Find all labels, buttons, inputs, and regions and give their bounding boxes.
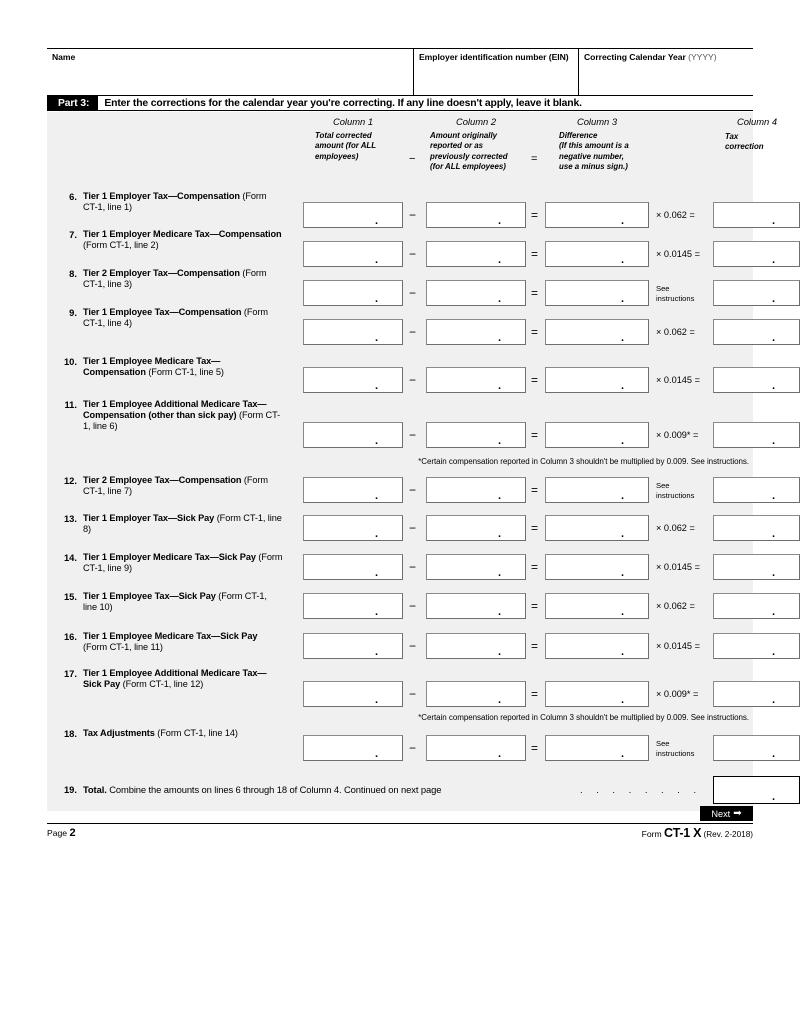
line-12-column-3-input[interactable] bbox=[545, 477, 649, 503]
line-14-column-4-input[interactable] bbox=[713, 554, 800, 580]
decimal-point: . bbox=[620, 332, 624, 344]
line-label-bold: Tier 1 Employee Medicare Tax—Compensation bbox=[83, 356, 221, 378]
line-number-7: 7. bbox=[69, 229, 77, 240]
decimal-point: . bbox=[771, 606, 775, 618]
line-7-column-4-input[interactable] bbox=[713, 241, 800, 267]
line-label-18 bbox=[83, 728, 283, 739]
form-name: CT-1 X bbox=[664, 826, 702, 840]
line-14-column-1-input[interactable] bbox=[303, 554, 403, 580]
part3-bar bbox=[47, 95, 753, 112]
decimal-point: . bbox=[374, 254, 378, 266]
decimal-point: . bbox=[620, 293, 624, 305]
line-label-11 bbox=[83, 399, 283, 433]
decimal-point: . bbox=[620, 646, 624, 658]
line-6-column-4-input[interactable] bbox=[713, 202, 800, 228]
tax-rate-multiplier: × 0.062 = bbox=[656, 327, 695, 337]
equals-symbol: = bbox=[531, 687, 539, 701]
line-label-bold: Tier 1 Employee Additional Medicare Tax—Compensation (other than sick pay) bbox=[83, 399, 267, 421]
line-label-16 bbox=[83, 631, 283, 653]
line-12-column-1-input[interactable] bbox=[303, 477, 403, 503]
line-15-column-2-input[interactable] bbox=[426, 593, 526, 619]
decimal-point: . bbox=[374, 293, 378, 305]
line-11-column-1-input[interactable] bbox=[303, 422, 403, 448]
line-label-14 bbox=[83, 552, 283, 574]
decimal-point: . bbox=[374, 490, 378, 502]
decimal-point: . bbox=[620, 606, 624, 618]
decimal-point: . bbox=[374, 332, 378, 344]
decimal-point: . bbox=[620, 254, 624, 266]
minus-symbol: − bbox=[409, 687, 417, 701]
line-label-reference: (Form CT-1, line 5) bbox=[145, 367, 224, 378]
decimal-point: . bbox=[497, 215, 501, 227]
decimal-point: . bbox=[771, 293, 775, 305]
tax-rate-multiplier: × 0.0145 = bbox=[656, 249, 700, 259]
line-label-reference: (Form CT-1, line 7) bbox=[83, 475, 269, 497]
tax-rate-multiplier: × 0.0145 = bbox=[656, 641, 700, 651]
line-label-bold: Tier 1 Employer Tax—Compensation bbox=[83, 191, 240, 201]
decimal-point: . bbox=[374, 435, 378, 447]
line-label-9 bbox=[83, 307, 283, 329]
corrections-panel bbox=[47, 112, 778, 811]
line-15-column-3-input[interactable] bbox=[545, 593, 649, 619]
line-9-column-1-input[interactable] bbox=[303, 319, 403, 345]
minus-symbol: − bbox=[409, 325, 417, 339]
line-18-column-2-input[interactable] bbox=[426, 735, 526, 761]
decimal-point: . bbox=[620, 694, 624, 706]
calendar-year-hint: (YYYY) bbox=[688, 52, 717, 62]
line-label-bold: Tier 2 Employer Tax—Compensation bbox=[83, 268, 240, 278]
line-label-bold: Tier 1 Employer Tax—Sick Pay bbox=[83, 513, 215, 523]
line-7-column-2-input[interactable] bbox=[426, 241, 526, 267]
minus-symbol: − bbox=[409, 208, 417, 222]
line-label-10 bbox=[83, 356, 283, 378]
equals-symbol: = bbox=[531, 325, 539, 339]
line-19-total-text bbox=[83, 784, 441, 795]
line-15-column-1-input[interactable] bbox=[303, 593, 403, 619]
form-identifier bbox=[642, 826, 753, 840]
line-14-column-2-input[interactable] bbox=[426, 554, 526, 580]
decimal-point: . bbox=[771, 694, 775, 706]
decimal-point: . bbox=[620, 490, 624, 502]
line-16-column-2-input[interactable] bbox=[426, 633, 526, 659]
tax-rate-multiplier: × 0.062 = bbox=[656, 601, 695, 611]
line-11-column-3-input[interactable] bbox=[545, 422, 649, 448]
tax-rate-multiplier: × 0.009* = bbox=[656, 689, 699, 699]
line-label-reference: (Form CT-1, line 9) bbox=[83, 552, 283, 574]
decimal-point: . bbox=[771, 646, 775, 658]
decimal-point: . bbox=[374, 646, 378, 658]
line-13-column-4-input[interactable] bbox=[713, 515, 800, 541]
column-subheading-2: Amount originally reported or as previously corrected (for ALL employees) bbox=[430, 131, 508, 172]
next-page-button[interactable] bbox=[700, 806, 753, 821]
column-subheading-3: Difference (If this amount is a negative number, use a minus sign.) bbox=[559, 131, 629, 172]
column-heading-2: Column 2 bbox=[455, 116, 497, 127]
line-label-15 bbox=[83, 591, 283, 613]
line-8-column-4-input[interactable] bbox=[713, 280, 800, 306]
equals-symbol: = bbox=[531, 373, 539, 387]
line-number-15: 15. bbox=[63, 591, 77, 602]
line-7-column-1-input[interactable] bbox=[303, 241, 403, 267]
decimal-point: . bbox=[497, 254, 501, 266]
decimal-point: . bbox=[771, 748, 775, 760]
decimal-point: . bbox=[497, 748, 501, 760]
line-12-column-2-input[interactable] bbox=[426, 477, 526, 503]
line-10-column-1-input[interactable] bbox=[303, 367, 403, 393]
line-9-column-3-input[interactable] bbox=[545, 319, 649, 345]
line-number-6: 6. bbox=[69, 191, 77, 202]
line-label-reference: (Form CT-1, line 12) bbox=[120, 679, 204, 690]
decimal-point: . bbox=[497, 435, 501, 447]
line-16-column-3-input[interactable] bbox=[545, 633, 649, 659]
see-instructions-note: See instructions bbox=[656, 284, 695, 303]
line-14-column-3-input[interactable] bbox=[545, 554, 649, 580]
leader-dots: . . . . . . . . bbox=[580, 784, 702, 795]
line-label-13 bbox=[83, 513, 283, 535]
line-number-9: 9. bbox=[69, 307, 77, 318]
tax-rate-multiplier: × 0.062 = bbox=[656, 210, 695, 220]
line-17-column-2-input[interactable] bbox=[426, 681, 526, 707]
tax-rate-multiplier: × 0.0145 = bbox=[656, 375, 700, 385]
decimal-point: . bbox=[620, 567, 624, 579]
line-label-6 bbox=[83, 191, 283, 213]
line-7-column-3-input[interactable] bbox=[545, 241, 649, 267]
line-label-bold: Tier 1 Employer Medicare Tax—Compensation bbox=[83, 229, 282, 239]
minus-symbol: − bbox=[409, 247, 417, 261]
total-description: Combine the amounts on lines 6 through 18 of Column 4. Continued on next page bbox=[106, 784, 442, 795]
line-6-column-2-input[interactable] bbox=[426, 202, 526, 228]
line-label-reference: (Form CT-1, line 10) bbox=[83, 591, 267, 613]
column-heading-3: Column 3 bbox=[576, 116, 618, 127]
decimal-point: . bbox=[497, 380, 501, 392]
header-equals-symbol: = bbox=[531, 153, 538, 165]
decimal-point: . bbox=[771, 435, 775, 447]
decimal-point: . bbox=[497, 332, 501, 344]
part3-title: Enter the corrections for the calendar year you're correcting. If any line doesn't apply, leave it blank. bbox=[98, 95, 753, 111]
line-18-column-4-input[interactable] bbox=[713, 735, 800, 761]
line-number-8: 8. bbox=[69, 268, 77, 279]
equals-symbol: = bbox=[531, 428, 539, 442]
line-6-column-1-input[interactable] bbox=[303, 202, 403, 228]
decimal-point: . bbox=[771, 791, 775, 803]
footnote-line-17: *Certain compensation reported in Column 3 shouldn't be multiplied by 0.009. See instructions. bbox=[418, 713, 749, 722]
line-number-10: 10. bbox=[63, 356, 77, 367]
ein-field[interactable] bbox=[413, 49, 578, 95]
line-number-16: 16. bbox=[63, 631, 77, 642]
decimal-point: . bbox=[497, 646, 501, 658]
see-instructions-note: See instructions bbox=[656, 739, 695, 758]
decimal-point: . bbox=[771, 254, 775, 266]
line-17-column-4-input[interactable] bbox=[713, 681, 800, 707]
decimal-point: . bbox=[771, 567, 775, 579]
line-10-column-2-input[interactable] bbox=[426, 367, 526, 393]
line-label-reference: (Form CT-1, line 2) bbox=[83, 240, 159, 251]
line-number-13: 13. bbox=[63, 513, 77, 524]
equals-symbol: = bbox=[531, 521, 539, 535]
decimal-point: . bbox=[771, 215, 775, 227]
equals-symbol: = bbox=[531, 247, 539, 261]
calendar-year-label: Correcting Calendar Year (YYYY) bbox=[584, 52, 717, 62]
line-label-reference: (Form CT-1, line 6) bbox=[83, 410, 281, 432]
decimal-point: . bbox=[374, 528, 378, 540]
decimal-point: . bbox=[620, 215, 624, 227]
decimal-point: . bbox=[771, 380, 775, 392]
line-16-column-4-input[interactable] bbox=[713, 633, 800, 659]
decimal-point: . bbox=[497, 490, 501, 502]
line-label-8 bbox=[83, 268, 283, 290]
line-label-bold: Tier 1 Employee Tax—Sick Pay bbox=[83, 591, 216, 601]
name-label: Name bbox=[52, 52, 76, 62]
decimal-point: . bbox=[374, 606, 378, 618]
total-keyword: Total. bbox=[83, 784, 107, 795]
minus-symbol: − bbox=[409, 521, 417, 535]
line-18-column-1-input[interactable] bbox=[303, 735, 403, 761]
calendar-year-field[interactable] bbox=[578, 49, 753, 95]
line-label-7 bbox=[83, 229, 283, 251]
line-6-column-3-input[interactable] bbox=[545, 202, 649, 228]
line-label-reference: (Form CT-1, line 14) bbox=[154, 728, 238, 738]
decimal-point: . bbox=[771, 332, 775, 344]
decimal-point: . bbox=[620, 528, 624, 540]
tax-rate-multiplier: × 0.062 = bbox=[656, 523, 695, 533]
decimal-point: . bbox=[620, 380, 624, 392]
line-9-column-4-input[interactable] bbox=[713, 319, 800, 345]
decimal-point: . bbox=[374, 567, 378, 579]
minus-symbol: − bbox=[409, 483, 417, 497]
line-11-column-4-input[interactable] bbox=[713, 422, 800, 448]
decimal-point: . bbox=[771, 490, 775, 502]
equals-symbol: = bbox=[531, 599, 539, 613]
part3-tag: Part 3: bbox=[47, 95, 98, 111]
line-label-bold: Tier 1 Employee Tax—Compensation bbox=[83, 307, 242, 317]
decimal-point: . bbox=[374, 748, 378, 760]
page-label: Page bbox=[47, 828, 68, 838]
line-9-column-2-input[interactable] bbox=[426, 319, 526, 345]
decimal-point: . bbox=[497, 528, 501, 540]
line-number-18: 18. bbox=[63, 728, 77, 739]
line-label-12 bbox=[83, 475, 283, 497]
minus-symbol: − bbox=[409, 428, 417, 442]
line-number-19: 19. bbox=[63, 784, 77, 795]
line-label-17 bbox=[83, 668, 283, 690]
line-number-17: 17. bbox=[63, 668, 77, 679]
decimal-point: . bbox=[497, 694, 501, 706]
form-revision: (Rev. 2-2018) bbox=[703, 830, 753, 839]
line-8-column-1-input[interactable] bbox=[303, 280, 403, 306]
footnote-line-11: *Certain compensation reported in Column 3 shouldn't be multiplied by 0.009. See instructions. bbox=[418, 457, 749, 466]
line-label-bold: Tier 2 Employee Tax—Compensation bbox=[83, 475, 242, 485]
page-number: 2 bbox=[69, 827, 76, 839]
tax-rate-multiplier: × 0.009* = bbox=[656, 430, 699, 440]
line-label-reference: (Form CT-1, line 11) bbox=[83, 642, 163, 653]
equals-symbol: = bbox=[531, 639, 539, 653]
line-label-bold: Tier 1 Employee Additional Medicare Tax—Sick Pay bbox=[83, 668, 267, 690]
decimal-point: . bbox=[374, 694, 378, 706]
decimal-point: . bbox=[497, 293, 501, 305]
equals-symbol: = bbox=[531, 208, 539, 222]
header-minus-symbol: − bbox=[409, 153, 416, 165]
decimal-point: . bbox=[620, 435, 624, 447]
line-13-column-2-input[interactable] bbox=[426, 515, 526, 541]
line-number-12: 12. bbox=[63, 475, 77, 486]
equals-symbol: = bbox=[531, 741, 539, 755]
decimal-point: . bbox=[497, 567, 501, 579]
line-8-column-3-input[interactable] bbox=[545, 280, 649, 306]
line-11-column-2-input[interactable] bbox=[426, 422, 526, 448]
line-10-column-3-input[interactable] bbox=[545, 367, 649, 393]
decimal-point: . bbox=[374, 380, 378, 392]
page-indicator bbox=[47, 827, 76, 839]
minus-symbol: − bbox=[409, 373, 417, 387]
column-heading-4: Column 4 bbox=[736, 116, 778, 127]
minus-symbol: − bbox=[409, 741, 417, 755]
line-13-column-3-input[interactable] bbox=[545, 515, 649, 541]
tax-rate-multiplier: × 0.0145 = bbox=[656, 562, 700, 572]
equals-symbol: = bbox=[531, 560, 539, 574]
minus-symbol: − bbox=[409, 639, 417, 653]
minus-symbol: − bbox=[409, 286, 417, 300]
line-label-reference: (Form CT-1, line 3) bbox=[83, 268, 267, 290]
see-instructions-note: See instructions bbox=[656, 481, 695, 500]
line-label-reference: (Form CT-1, line 4) bbox=[83, 307, 269, 329]
form-label: Form bbox=[641, 829, 662, 839]
column-heading-1: Column 1 bbox=[332, 116, 374, 127]
minus-symbol: − bbox=[409, 560, 417, 574]
decimal-point: . bbox=[497, 606, 501, 618]
line-label-bold: Tax Adjustments bbox=[83, 728, 155, 738]
column-subheading-1: Total corrected amount (for ALL employees) bbox=[315, 131, 377, 161]
line-label-bold: Tier 1 Employer Medicare Tax—Sick Pay bbox=[83, 552, 256, 562]
next-button-label: Next bbox=[711, 808, 731, 819]
decimal-point: . bbox=[771, 528, 775, 540]
decimal-point: . bbox=[620, 748, 624, 760]
minus-symbol: − bbox=[409, 599, 417, 613]
line-label-reference: (Form CT-1, line 1) bbox=[83, 191, 267, 213]
line-8-column-2-input[interactable] bbox=[426, 280, 526, 306]
name-field[interactable] bbox=[47, 49, 413, 95]
line-16-column-1-input[interactable] bbox=[303, 633, 403, 659]
line-12-column-4-input[interactable] bbox=[713, 477, 800, 503]
decimal-point: . bbox=[374, 215, 378, 227]
line-17-column-3-input[interactable] bbox=[545, 681, 649, 707]
form-header bbox=[47, 48, 753, 95]
footer-divider bbox=[47, 823, 753, 824]
line-19-total-input[interactable] bbox=[713, 776, 800, 804]
line-10-column-4-input[interactable] bbox=[713, 367, 800, 393]
column-subheading-4: Tax correction bbox=[725, 132, 764, 152]
line-15-column-4-input[interactable] bbox=[713, 593, 800, 619]
equals-symbol: = bbox=[531, 483, 539, 497]
arrow-right-icon: ➡ bbox=[733, 807, 742, 819]
line-number-11: 11. bbox=[64, 399, 77, 410]
equals-symbol: = bbox=[531, 286, 539, 300]
line-17-column-1-input[interactable] bbox=[303, 681, 403, 707]
line-number-14: 14. bbox=[63, 552, 77, 563]
line-label-bold: Tier 1 Employee Medicare Tax—Sick Pay bbox=[83, 631, 258, 641]
line-13-column-1-input[interactable] bbox=[303, 515, 403, 541]
line-18-column-3-input[interactable] bbox=[545, 735, 649, 761]
line-label-reference: (Form CT-1, line 8) bbox=[83, 513, 282, 535]
ein-label: Employer identification number (EIN) bbox=[419, 52, 569, 62]
